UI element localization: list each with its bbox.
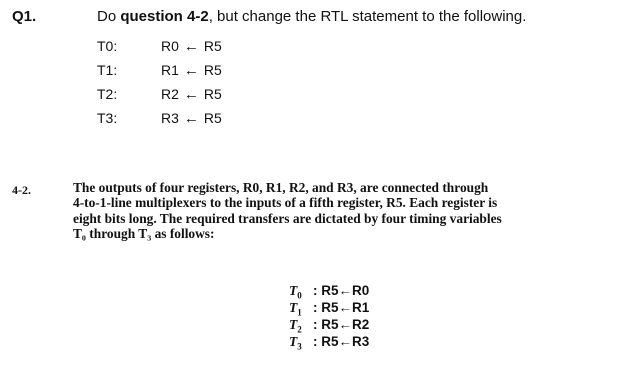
transfer-statement: : R5←R3	[313, 334, 370, 349]
question-label: Q1.	[12, 8, 37, 25]
timing-variable: $T_1$	[289, 300, 302, 318]
rtl-time: T2:	[97, 86, 118, 102]
rtl-time: T1:	[97, 62, 118, 78]
timing-variable: $T_2$	[289, 317, 302, 335]
rtl-row	[97, 62, 222, 79]
transfer-row	[289, 317, 369, 335]
transfer-row	[289, 334, 369, 352]
paragraph-line: T₀ through T₃ as follows:	[73, 225, 215, 241]
paragraph-line: eight bits long. The required transfers are dictated by four timing variables	[73, 210, 502, 226]
rtl-dest: R0	[161, 38, 179, 54]
rtl-time: T0:	[97, 38, 118, 54]
left-arrow-icon: ←	[183, 110, 199, 127]
paragraph-line: 4-to-1-line multiplexers to the inputs of a fifth register, R5. Each register is	[73, 195, 498, 211]
rtl-src: R5	[203, 62, 222, 78]
rtl-src: R5	[203, 110, 222, 126]
transfer-row	[289, 300, 369, 318]
instruction-prefix: Do	[97, 8, 121, 25]
rtl-dest: R2	[161, 86, 179, 102]
instruction-reference: question 4-2	[120, 8, 209, 25]
problem-paragraph	[73, 180, 613, 241]
rtl-time: T3:	[97, 110, 118, 126]
left-arrow-icon: ←	[183, 62, 199, 79]
rtl-src: R5	[203, 86, 222, 102]
timing-variable: $T_0$	[289, 283, 302, 301]
transfer-statement: : R5←R1	[313, 300, 370, 315]
rtl-row	[97, 86, 222, 103]
left-arrow-icon: ←	[183, 38, 199, 55]
problem-label: 4-2.	[12, 183, 31, 197]
transfer-statement: : R5←R2	[313, 317, 370, 332]
rtl-row	[97, 110, 222, 127]
rtl-dest: R3	[161, 110, 179, 126]
transfer-row	[289, 283, 369, 301]
instruction-suffix: , but change the RTL statement to the following.	[208, 8, 527, 25]
left-arrow-icon: ←	[183, 86, 199, 103]
timing-variable: $T_3$	[289, 334, 302, 352]
rtl-row	[97, 38, 222, 55]
rtl-src: R5	[203, 38, 222, 54]
transfer-statement: : R5←R0	[313, 283, 370, 298]
paragraph-line: The outputs of four registers, R0, R1, R2, and R3, are connected through	[73, 180, 489, 195]
rtl-dest: R1	[161, 62, 179, 78]
question-instruction	[97, 8, 526, 25]
